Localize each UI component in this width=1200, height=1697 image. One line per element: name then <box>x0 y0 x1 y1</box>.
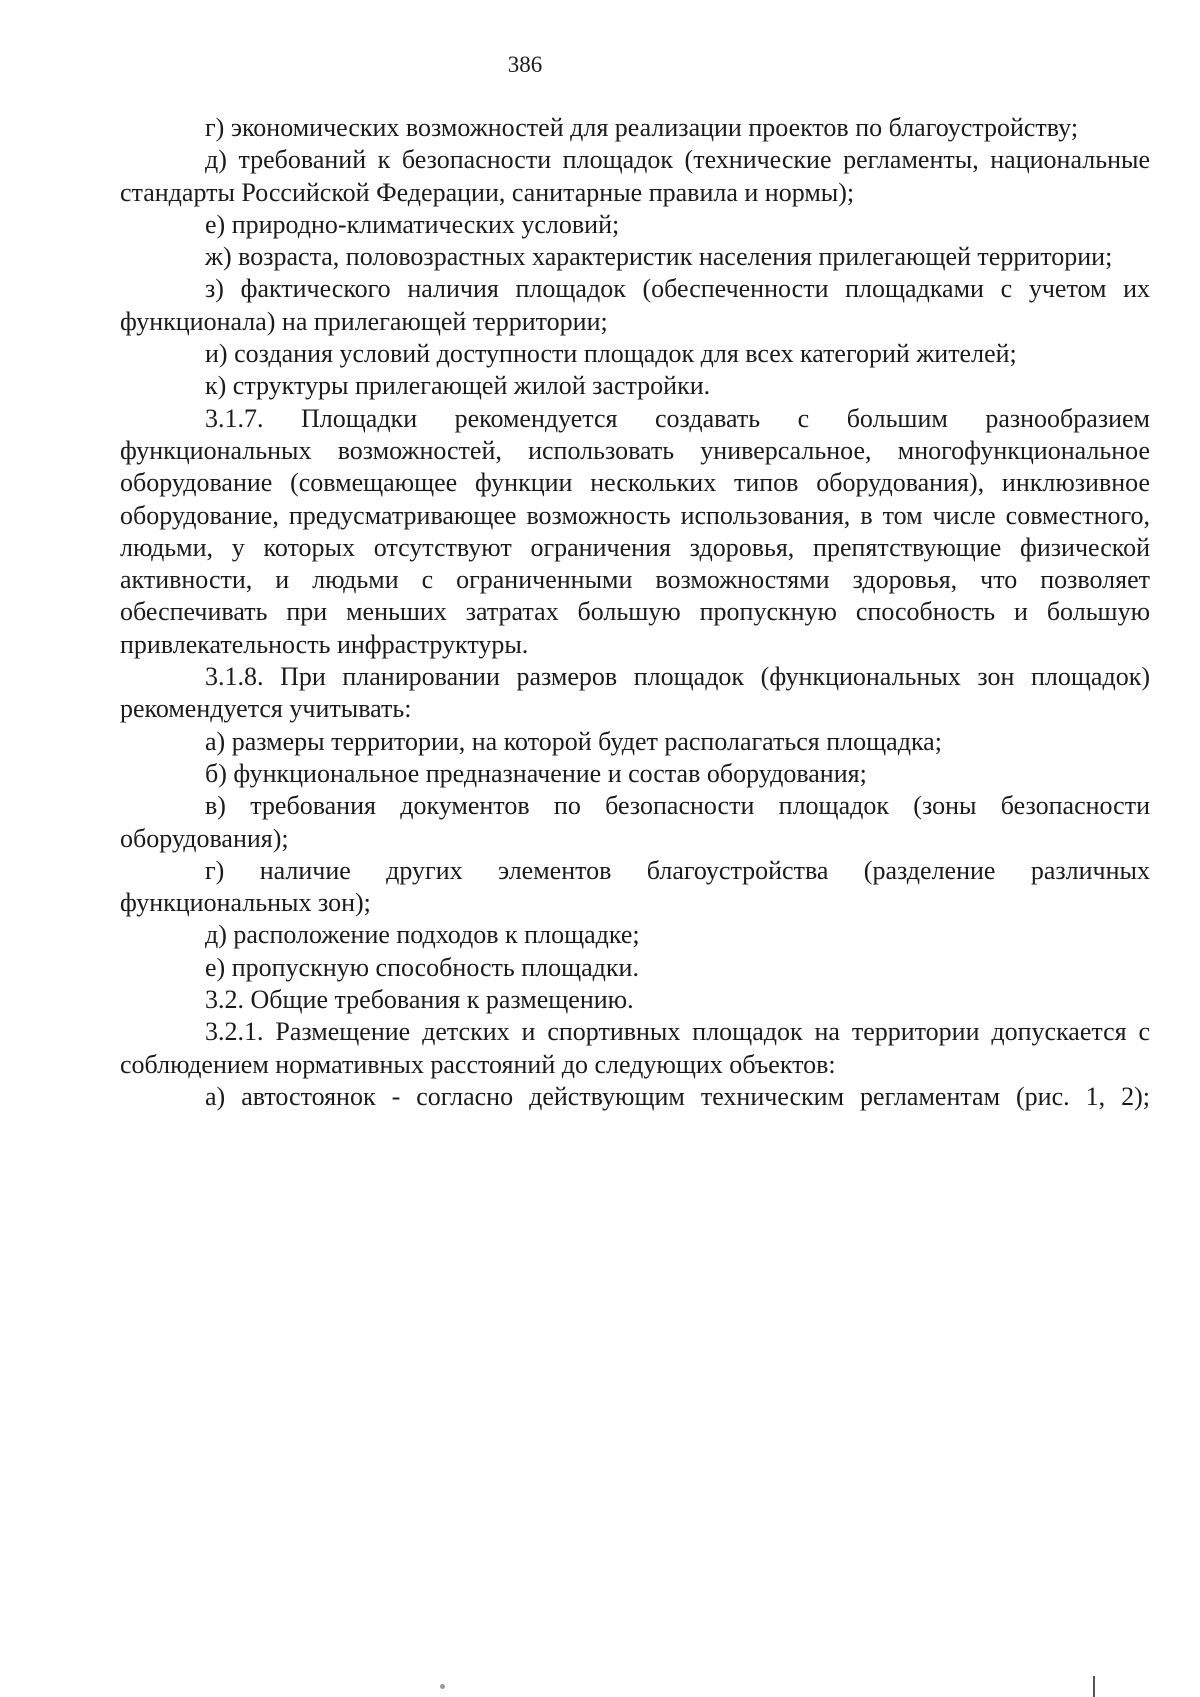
paragraph-3-1-7: 3.1.7. Площадки рекомендуется создавать с большим разнообразием функциональных возможностей, использовать универсальное, многофункциональное оборудование (совмещающее функции нескольких типов оборудования), инклюзивное оборудование, предусматривающее возможность использования, в том числе совместного, людьми, у которых отсутствуют ограничения здоровья, препятствующие физической активности, и людьми с ограниченными возможностями здоровья, что позволяет обеспечивать при меньших затратах большую пропускную способность и большую привлекательность инфраструктуры. <box>120 403 1150 659</box>
page-number: 386 <box>507 52 543 77</box>
section-heading-3-2: 3.2. Общие требования к размещению. <box>205 985 634 1015</box>
paragraph-item-a-parking: а) автостоянок - согласно действующим техническим регламентам (рис. 1, 2); <box>205 1081 1150 1111</box>
paragraph-item-z-existing: з) фактического наличия площадок (обеспеченности площадками с учетом их функционала) на прилегающей территории; <box>120 274 1150 336</box>
paragraph-3-1-8: 3.1.8. При планировании размеров площадок (функциональных зон площадок) рекомендуется учитывать: <box>120 662 1150 724</box>
scan-artifact-line <box>1093 1676 1095 1697</box>
paragraph-3-2-1: 3.2.1. Размещение детских и спортивных площадок на территории допускается с соблюдением нормативных расстояний до следующих объектов: <box>120 1017 1150 1079</box>
paragraph-item-g-elements: г) наличие других элементов благоустройства (разделение различных функциональных зон); <box>120 855 1150 918</box>
paragraph-item-e-climate: е) природно-климатических условий; <box>205 209 620 239</box>
paragraph-item-b-purpose: б) функциональное предназначение и состав оборудования; <box>205 758 867 788</box>
paragraph-item-zh-age: ж) возраста, половозрастных характеристик населения прилегающей территории; <box>205 242 1113 272</box>
paragraph-item-g-economic: г) экономических возможностей для реализации проектов по благоустройству; <box>205 113 1079 142</box>
scan-artifact-dot <box>440 1684 445 1689</box>
document-body <box>120 112 1150 1113</box>
paragraph-item-k-structure: к) структуры прилегающей жилой застройки. <box>205 371 711 401</box>
paragraph-item-a-size: а) размеры территории, на которой будет располагаться площадка; <box>205 726 942 756</box>
paragraph-item-d-safety: д) требований к безопасности площадок (технические регламенты, национальные стандарты Российской Федерации, санитарные правила и нормы); <box>120 145 1150 207</box>
paragraph-item-v-requirements: в) требования документов по безопасности площадок (зоны безопасности оборудования); <box>120 791 1150 853</box>
paragraph-item-e-capacity: е) пропускную способность площадки. <box>205 952 639 982</box>
paragraph-item-i-accessibility: и) создания условий доступности площадок для всех категорий жителей; <box>205 339 1017 369</box>
paragraph-item-d-approaches: д) расположение подходов к площадке; <box>205 920 640 950</box>
